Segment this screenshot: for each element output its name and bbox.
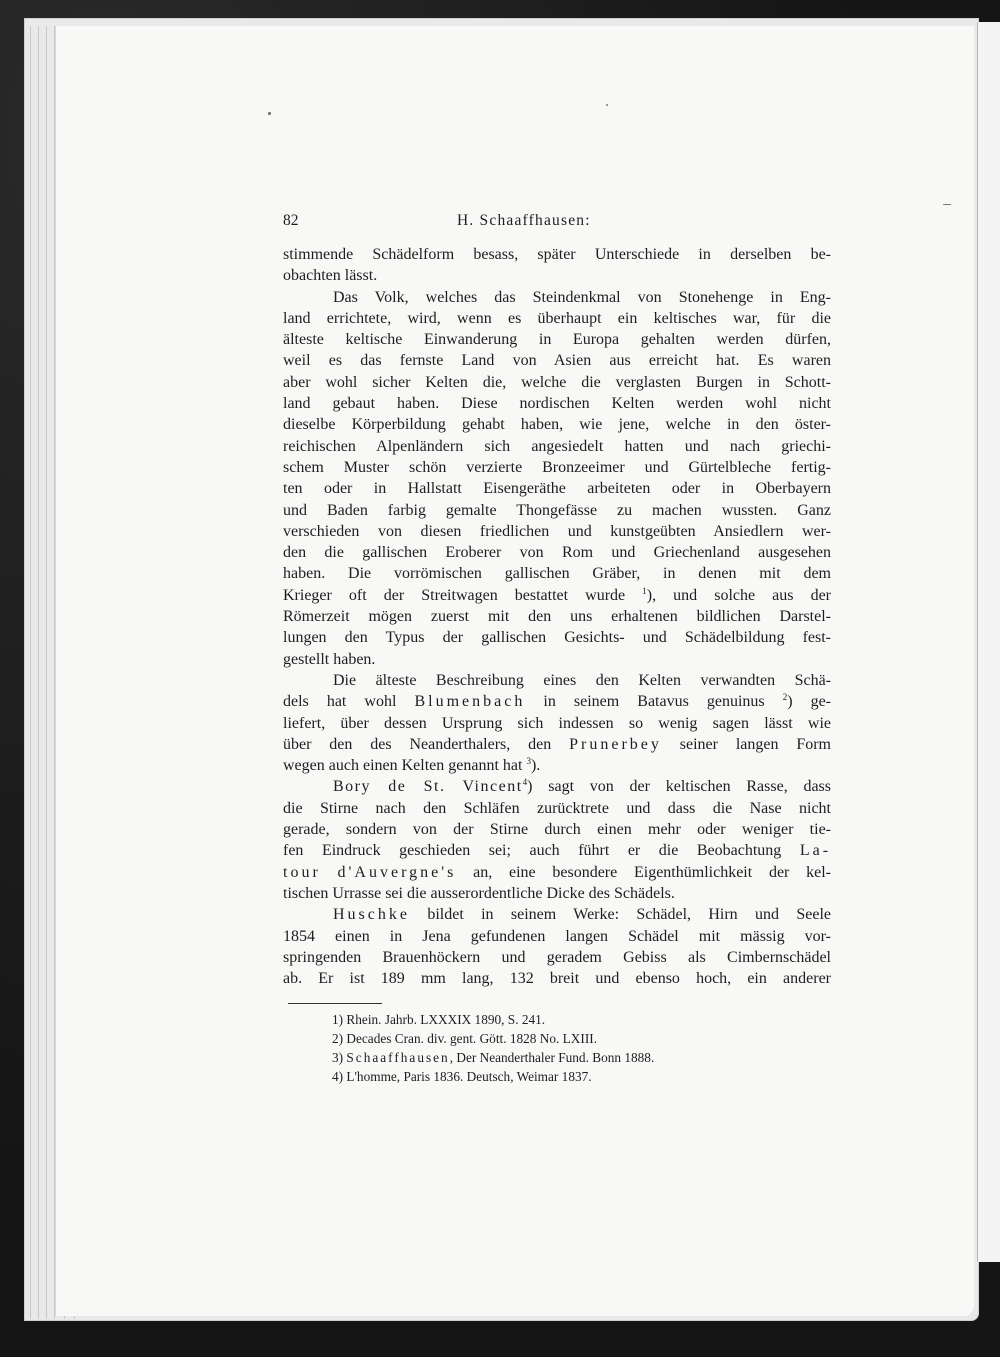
facing-page-edge [977,22,1000,1262]
author-name: Bory de St. Vincent [333,778,523,796]
text-line: Bory de St. Vincent$^4$) sagt von der keltischen Rasse, dass [333,777,832,796]
text-line: Römerzeit mögen zuerst mit den uns erhaltenen bildlichen Darstel- [283,608,831,626]
text-line: verschieden von diesen friedlichen und kunstgeübten Ansiedlern wer- [283,522,831,540]
footnote-ref[interactable]: 2 [782,692,788,703]
text-line: ab. Er ist 189 mm lang, 132 breit und ebenso hoch, ein anderer [283,970,831,988]
text-line: dels hat wohl Blumenbach in seinem Batavus genuinus $^2$) ge- [283,692,832,711]
text-line: 1854 einen in Jena gefundenen langen Schädel mit mässig vor- [283,927,831,945]
text-line: springenden Brauenhöckern und geradem Gebiss als Cimbernschädel [283,948,831,966]
text-line: obachten lässt. [283,267,378,285]
text-line: den die gallischen Eroberer von Rom und Griechenland ausgesehen [283,544,831,562]
footnotes [283,1010,831,1086]
author-name: tour [283,863,321,881]
running-head [283,212,831,238]
text-line: land gebaut haben. Diese nordischen Kelten werden wohl nicht [283,395,831,413]
author-name: Blumenbach [414,693,526,711]
text-line: Die älteste Beschreibung eines den Kelten verwandten Schä- [333,671,831,689]
footnote-ref[interactable]: 3 [526,756,531,767]
body-text [283,244,831,989]
text-line: tischen Urrasse sei die ausserordentliche Dicke des Schädels. [283,884,675,902]
footnote-ref[interactable]: 1 [642,585,647,596]
text-line: gestellt haben. [283,650,376,668]
text-block [283,212,831,1086]
text-line: ten oder in Hallstatt Eisengeräthe arbeiteten oder in Oberbayern [283,480,831,498]
page-number: 82 [283,212,299,229]
footnote-divider [288,1003,382,1004]
text-line: stimmende Schädelform besass, später Unterschiede in derselben be- [283,246,831,263]
text-line: Huschke bildet in seinem Werke: Schädel, Hirn und Seele [333,906,832,924]
text-line: die Stirne nach den Schläfen zurücktrete und dass die Nase nicht [283,799,831,817]
author-name: d'Auvergne's [337,863,457,881]
footnote: 3) Schaaffhausen, Der Neanderthaler Fund. Bonn 1888. [332,1050,655,1066]
text-line: schem Muster schön verzierte Bronzeeimer und Gürtelbleche fertig- [283,458,831,476]
author-name: La- [799,842,832,860]
text-line: gerade, sondern von der Stirne durch einen mehr oder weniger tie- [283,821,831,839]
text-line: reichischen Alpenländern sich angesiedelt hatten und nach griechi- [283,437,831,455]
author-name: Schaaffhausen [346,1050,450,1066]
footnote: 2) Decades Cran. div. gent. Gött. 1828 No. LXIII. [332,1031,598,1047]
footnote-ref[interactable]: 4 [522,777,528,788]
text-line: Krieger oft der Streitwagen bestattet wurde $^1$), und solche aus der [283,585,831,604]
text-line: und Baden farbig gemalte Thongefässe zu machen wussten. Ganz [283,501,831,519]
running-head-author: H. Schaaffhausen: [457,212,591,229]
text-line: aber wohl sicher Kelten die, welche die verglasten Burgen in Schott- [283,373,831,391]
text-line: liefert, über dessen Ursprung sich indessen so wenig sagen lässt wie [283,714,831,732]
text-line: weil es das fernste Land von Asien aus erreicht hat. Es waren [283,352,831,370]
text-line: wegen auch einen Kelten genannt hat $^3$). [283,756,541,775]
text-line: lungen den Typus der gallischen Gesichts- und Schädelbildung fest- [283,629,831,647]
author-name: Huschke [333,906,410,924]
text-line: tour d'Auvergne's an, eine besondere Eigenthümlichkeit der kel- [283,863,832,881]
text-line: dieselbe Körperbildung gehabt haben, wie jene, welche in den öster- [283,416,831,434]
text-line: haben. Die vorrömischen gallischen Gräber, in denen mit dem [283,565,831,583]
text-line: über den des Neanderthalers, den Prunerbey seiner langen Form [283,735,832,753]
footnote: 4) L'homme, Paris 1836. Deutsch, Weimar 1837. [332,1069,592,1085]
text-line: land errichtete, wird, wenn es überhaupt ein keltisches war, für die [283,309,831,327]
author-name: Prunerbey [569,735,662,753]
text-line: Das Volk, welches das Steindenkmal von Stonehenge in Eng- [333,288,831,306]
text-line: fen Eindruck geschieden sei; auch führt er die Beobachtung La- [283,842,832,860]
text-line: älteste keltische Einwanderung in Europa gehalten werden dürfen, [283,331,831,349]
footnote: 1) Rhein. Jahrb. LXXXIX 1890, S. 241. [332,1012,546,1028]
